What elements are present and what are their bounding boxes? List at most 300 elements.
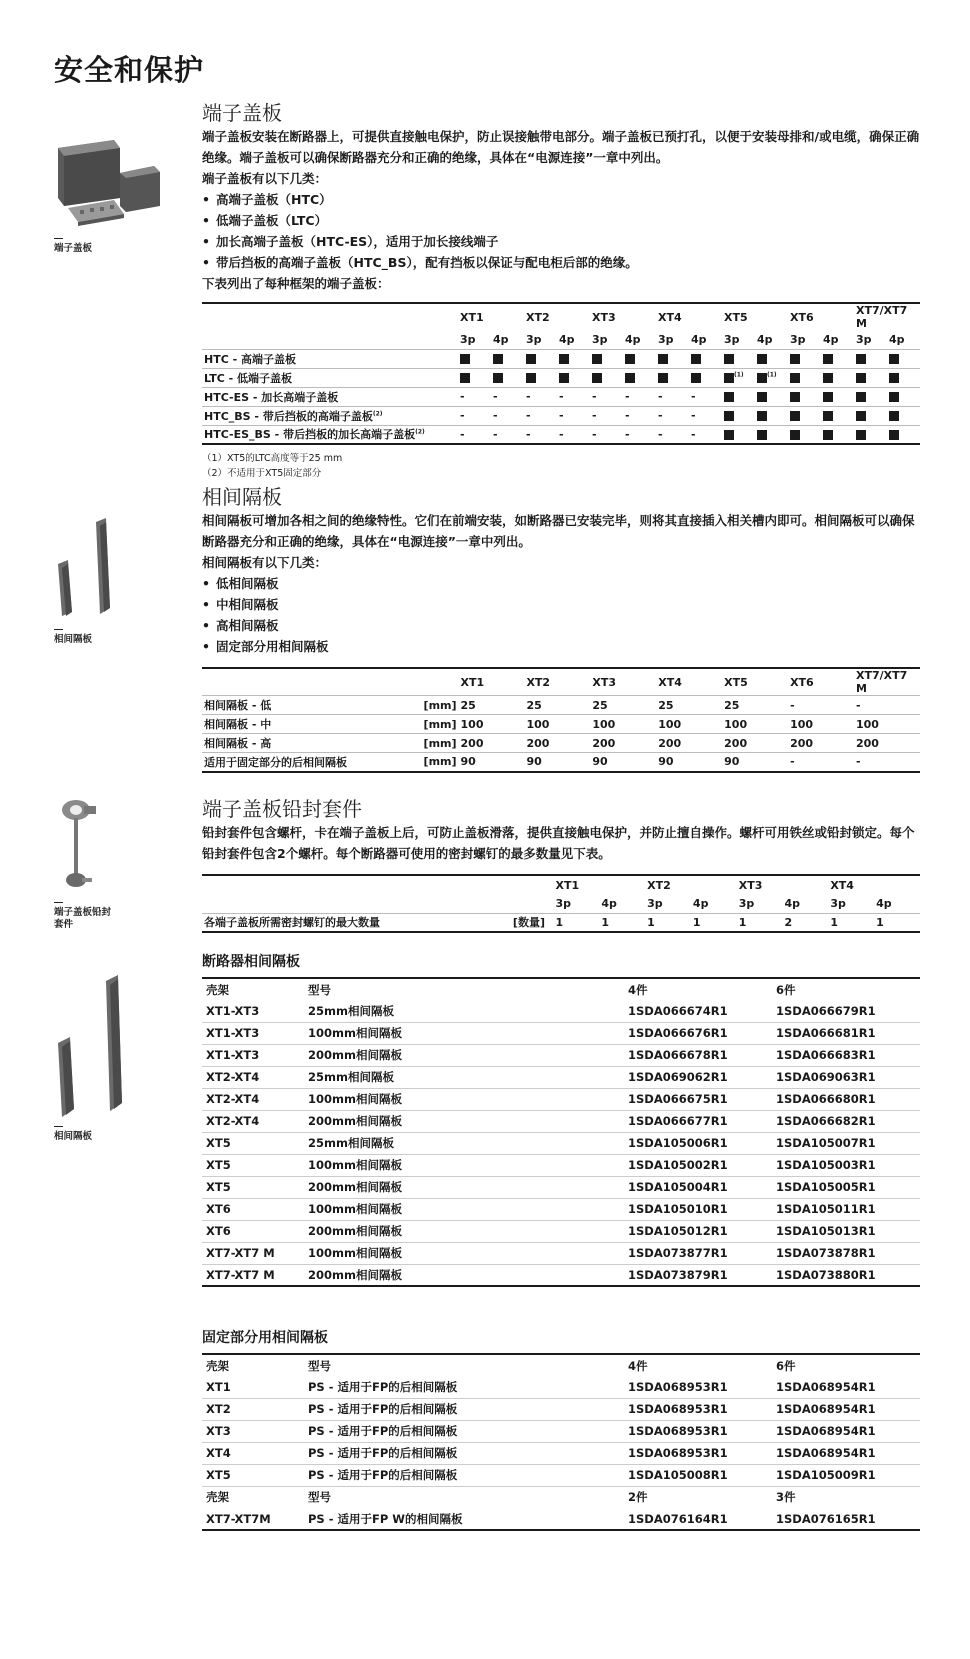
table-row bbox=[202, 734, 920, 753]
code-cell: 1SDA068954R1 bbox=[772, 1398, 920, 1420]
table-row bbox=[202, 1198, 920, 1220]
code-cell: 1SDA105013R1 bbox=[772, 1220, 920, 1242]
frame-header: XT7/XT7 M bbox=[855, 669, 908, 695]
code-cell: 1SDA068954R1 bbox=[772, 1376, 920, 1398]
available-mark-icon bbox=[757, 373, 767, 383]
table-row bbox=[202, 1242, 920, 1264]
frame-cell: XT5 bbox=[202, 1176, 304, 1198]
footnote: （1）XT5的LTC高度等于25 mm bbox=[202, 453, 343, 464]
availability-cell bbox=[458, 368, 491, 387]
code-cell: 1SDA066675R1 bbox=[624, 1088, 772, 1110]
availability-cell: - bbox=[557, 387, 590, 406]
availability-cell bbox=[755, 349, 788, 368]
available-mark-icon bbox=[592, 354, 602, 364]
model-cell: PS - 适用于FP W的相间隔板 bbox=[308, 1511, 463, 1526]
table-header-row bbox=[202, 1486, 920, 1508]
available-mark-icon bbox=[559, 354, 569, 364]
availability-cell bbox=[524, 349, 557, 368]
code-cell: 1SDA066681R1 bbox=[772, 1022, 920, 1044]
value-cell: 90 bbox=[722, 753, 788, 772]
pole-header: 3p bbox=[658, 332, 674, 346]
value-cell: 90 bbox=[524, 753, 590, 772]
col-header: 型号 bbox=[308, 982, 331, 997]
frame-header: XT5 bbox=[724, 310, 748, 324]
breaker-barriers-title: 断路器相间隔板 bbox=[202, 954, 300, 970]
available-mark-icon bbox=[658, 354, 668, 364]
value-cell: 1 bbox=[645, 913, 691, 932]
code-cell: 1SDA073880R1 bbox=[776, 1267, 876, 1282]
availability-cell: - bbox=[623, 406, 656, 425]
poles-row bbox=[202, 894, 920, 913]
list-item: • 低相间隔板 bbox=[202, 573, 920, 594]
seal-kit-table bbox=[202, 874, 920, 933]
pole-header: 3p bbox=[592, 332, 608, 346]
row-label: 相间隔板 - 高 bbox=[202, 734, 422, 753]
available-mark-icon bbox=[724, 430, 734, 440]
code-cell: 1SDA066680R1 bbox=[772, 1088, 920, 1110]
availability-cell: - bbox=[590, 387, 623, 406]
list-item: • 高相间隔板 bbox=[202, 615, 920, 636]
availability-cell bbox=[491, 349, 524, 368]
breaker-barriers-section bbox=[202, 951, 920, 1287]
row-unit: [mm] bbox=[422, 696, 459, 715]
code-cell: 1SDA105007R1 bbox=[772, 1132, 920, 1154]
code-cell: 1SDA105004R1 bbox=[624, 1176, 772, 1198]
pole-header: 3p bbox=[790, 332, 806, 346]
value-cell: 200 bbox=[722, 734, 788, 753]
frame-header: XT1 bbox=[460, 310, 484, 324]
availability-cell bbox=[821, 368, 854, 387]
value-cell: - bbox=[788, 753, 854, 772]
pole-header: 4p bbox=[889, 332, 905, 346]
frame-cell: XT3 bbox=[202, 1420, 304, 1442]
frame-header: XT4 bbox=[830, 878, 854, 892]
frame-cell: XT2-XT4 bbox=[202, 1088, 304, 1110]
availability-cell bbox=[788, 425, 821, 444]
pole-header: 4p bbox=[823, 332, 839, 346]
availability-cell bbox=[755, 387, 788, 406]
availability-cell bbox=[788, 368, 821, 387]
available-mark-icon bbox=[691, 373, 701, 383]
available-mark-icon bbox=[823, 430, 833, 440]
value-cell: 1 bbox=[599, 913, 645, 932]
frame-cell: XT1-XT3 bbox=[202, 1044, 304, 1066]
frame-cell: XT7-XT7 M bbox=[206, 1267, 275, 1282]
col-header: 型号 bbox=[308, 1358, 331, 1373]
fixed-barriers-section bbox=[202, 1327, 920, 1531]
code-cell: 1SDA066682R1 bbox=[772, 1110, 920, 1132]
col-header: 型号 bbox=[308, 1490, 331, 1505]
code-cell: 1SDA068953R1 bbox=[624, 1398, 772, 1420]
availability-cell bbox=[557, 349, 590, 368]
availability-cell bbox=[590, 368, 623, 387]
frame-header: XT1 bbox=[460, 675, 485, 689]
seal-kit-image bbox=[54, 796, 114, 896]
frame-header: XT4 bbox=[658, 675, 682, 689]
frame-cell: XT7-XT7 M bbox=[202, 1242, 304, 1264]
availability-cell: - bbox=[656, 406, 689, 425]
availability-cell: - bbox=[689, 387, 722, 406]
value-cell: 200 bbox=[590, 734, 656, 753]
terminal-covers-para2: 端子盖板有以下几类： bbox=[202, 171, 328, 186]
value-cell: 1 bbox=[554, 913, 600, 932]
availability-cell: - bbox=[524, 406, 557, 425]
available-mark-icon bbox=[889, 354, 899, 364]
frame-cell: XT5 bbox=[202, 1132, 304, 1154]
availability-cell: - bbox=[491, 406, 524, 425]
footnote-ref: (1) bbox=[767, 371, 777, 379]
available-mark-icon bbox=[856, 373, 866, 383]
footnote-ref: (2) bbox=[372, 409, 383, 417]
col-header: 壳架 bbox=[206, 1358, 229, 1373]
availability-cell bbox=[722, 387, 755, 406]
table-row bbox=[202, 1264, 920, 1286]
table-row bbox=[202, 1132, 920, 1154]
value-cell: 25 bbox=[590, 696, 656, 715]
table-row bbox=[202, 753, 920, 772]
model-cell: 100mm相间隔板 bbox=[304, 1198, 624, 1220]
model-cell: PS - 适用于FP的后相间隔板 bbox=[304, 1398, 624, 1420]
table-row bbox=[202, 1442, 920, 1464]
footnote: （2）不适用于XT5固定部分 bbox=[202, 468, 322, 479]
pole-header: 3p bbox=[856, 332, 872, 346]
code-cell: 1SDA076165R1 bbox=[776, 1511, 876, 1526]
value-cell: 100 bbox=[590, 715, 656, 734]
availability-cell bbox=[821, 406, 854, 425]
table-row bbox=[202, 715, 920, 734]
code-cell: 1SDA069063R1 bbox=[772, 1066, 920, 1088]
frame-header: XT2 bbox=[526, 675, 551, 689]
table-row bbox=[202, 368, 920, 387]
model-cell: 100mm相间隔板 bbox=[304, 1242, 624, 1264]
model-cell: 25mm相间隔板 bbox=[304, 1066, 624, 1088]
availability-cell: - bbox=[656, 425, 689, 444]
row-label: HTC-ES - 加长高端子盖板 bbox=[202, 387, 458, 406]
table-row bbox=[202, 1376, 920, 1398]
value-cell: 1 bbox=[874, 913, 920, 932]
value-cell: - bbox=[788, 696, 854, 715]
row-label: 适用于固定部分的后相间隔板 bbox=[202, 753, 422, 772]
pole-header: 3p bbox=[647, 896, 663, 910]
availability-cell bbox=[854, 425, 887, 444]
value-cell: 25 bbox=[459, 696, 525, 715]
pole-header: 3p bbox=[555, 896, 572, 910]
table-row bbox=[202, 1044, 920, 1066]
value-cell: 100 bbox=[524, 715, 590, 734]
code-cell: 1SDA066677R1 bbox=[624, 1110, 772, 1132]
availability-cell bbox=[590, 349, 623, 368]
seal-kit-title: 端子盖板铅封套件 bbox=[202, 797, 362, 821]
availability-cell: - bbox=[656, 387, 689, 406]
value-cell: 200 bbox=[524, 734, 590, 753]
frame-header: XT1 bbox=[555, 878, 580, 892]
code-cell: 1SDA066678R1 bbox=[624, 1044, 772, 1066]
availability-cell bbox=[458, 349, 491, 368]
frame-header: XT2 bbox=[526, 310, 550, 324]
model-cell: 200mm相间隔板 bbox=[304, 1176, 624, 1198]
availability-cell: - bbox=[689, 406, 722, 425]
table-row bbox=[202, 1022, 920, 1044]
availability-cell bbox=[854, 406, 887, 425]
row-label: 相间隔板 - 低 bbox=[202, 696, 422, 715]
available-mark-icon bbox=[757, 392, 767, 402]
model-cell: 25mm相间隔板 bbox=[304, 1000, 624, 1022]
available-mark-icon bbox=[724, 411, 734, 421]
breaker-barriers-table bbox=[202, 977, 920, 1287]
availability-cell bbox=[689, 349, 722, 368]
code-cell: 1SDA073877R1 bbox=[624, 1242, 772, 1264]
table-row bbox=[202, 349, 920, 368]
available-mark-icon bbox=[559, 373, 569, 383]
model-cell: 100mm相间隔板 bbox=[304, 1088, 624, 1110]
list-item: • 加长高端子盖板（HTC-ES），适用于加长接线端子 bbox=[202, 231, 920, 252]
poles-row bbox=[202, 330, 920, 349]
available-mark-icon bbox=[460, 354, 470, 364]
frame-header: XT2 bbox=[647, 878, 671, 892]
col-header: 壳架 bbox=[206, 982, 229, 997]
table-row bbox=[202, 425, 920, 444]
table-row bbox=[202, 387, 920, 406]
model-cell: 100mm相间隔板 bbox=[304, 1154, 624, 1176]
terminal-covers-bullets bbox=[202, 189, 920, 273]
code-cell: 1SDA105012R1 bbox=[624, 1220, 772, 1242]
frame-header: XT5 bbox=[724, 675, 748, 689]
frame-cell: XT4 bbox=[202, 1442, 304, 1464]
row-label: LTC - 低端子盖板 bbox=[202, 368, 458, 387]
availability-cell bbox=[755, 406, 788, 425]
value-cell: 200 bbox=[459, 734, 525, 753]
frame-cell: XT2 bbox=[202, 1398, 304, 1420]
code-cell: 1SDA105010R1 bbox=[624, 1198, 772, 1220]
availability-cell: - bbox=[458, 425, 491, 444]
availability-cell bbox=[821, 425, 854, 444]
availability-cell bbox=[887, 349, 920, 368]
row-unit: [mm] bbox=[422, 753, 459, 772]
row-label: HTC - 高端子盖板 bbox=[202, 349, 458, 368]
availability-cell bbox=[524, 368, 557, 387]
frame-cell: XT7-XT7M bbox=[206, 1511, 271, 1526]
value-cell: 100 bbox=[854, 715, 920, 734]
value-cell: 100 bbox=[722, 715, 788, 734]
availability-cell bbox=[887, 425, 920, 444]
available-mark-icon bbox=[856, 430, 866, 440]
value-cell: 90 bbox=[590, 753, 656, 772]
available-mark-icon bbox=[823, 373, 833, 383]
table-row bbox=[202, 1508, 920, 1530]
row-label: 相间隔板 - 中 bbox=[202, 715, 422, 734]
availability-cell bbox=[887, 406, 920, 425]
frame-cell: XT6 bbox=[202, 1220, 304, 1242]
phase-barriers-section bbox=[202, 484, 920, 773]
available-mark-icon bbox=[889, 430, 899, 440]
table-row bbox=[202, 696, 920, 715]
col-header: 4件 bbox=[628, 1358, 648, 1373]
available-mark-icon bbox=[757, 430, 767, 440]
phase-barrier-image bbox=[54, 518, 134, 618]
availability-cell: - bbox=[689, 425, 722, 444]
terminal-covers-title: 端子盖板 bbox=[202, 101, 282, 125]
available-mark-icon bbox=[526, 373, 536, 383]
code-cell: 1SDA068953R1 bbox=[624, 1442, 772, 1464]
available-mark-icon bbox=[460, 373, 470, 383]
frame-cell: XT5 bbox=[206, 1468, 231, 1482]
availability-cell bbox=[656, 349, 689, 368]
availability-cell bbox=[722, 425, 755, 444]
availability-cell: - bbox=[590, 406, 623, 425]
row-unit: [数量] bbox=[511, 913, 554, 932]
available-mark-icon bbox=[724, 354, 734, 364]
value-cell: 100 bbox=[459, 715, 525, 734]
phase-barriers-para1: 相间隔板可增加各相之间的绝缘特性。它们在前端安装，如断路器已安装完毕，则将其直接插入相关槽内即可。相间隔板可以确保断路器充分和正确的绝缘，具体在“电源连接”一章中列出。 bbox=[202, 513, 915, 549]
availability-cell bbox=[854, 387, 887, 406]
code-cell: 1SDA068954R1 bbox=[772, 1442, 920, 1464]
value-cell: 200 bbox=[854, 734, 920, 753]
table-row bbox=[202, 1176, 920, 1198]
frame-cell: XT2-XT4 bbox=[202, 1110, 304, 1132]
availability-cell: - bbox=[524, 387, 557, 406]
available-mark-icon bbox=[790, 411, 800, 421]
availability-cell bbox=[854, 349, 887, 368]
col-header: 壳架 bbox=[206, 1490, 229, 1505]
value-cell: 90 bbox=[459, 753, 525, 772]
availability-cell bbox=[656, 368, 689, 387]
availability-cell bbox=[623, 368, 656, 387]
pole-header: 3p bbox=[724, 332, 740, 346]
page-title: 安全和保护 bbox=[54, 53, 205, 87]
available-mark-icon bbox=[823, 411, 833, 421]
frame-header: XT3 bbox=[738, 878, 763, 892]
terminal-covers-footnotes bbox=[202, 451, 920, 481]
terminal-covers-para1: 端子盖板安装在断路器上，可提供直接触电保护，防止误接触带电部分。端子盖板已预打孔，以便于安装母排和/或电缆，确保正确绝缘。端子盖板可以确保断路器充分和正确的绝缘，具体在“电源连接”一章中列出。 bbox=[202, 129, 920, 165]
model-cell: 200mm相间隔板 bbox=[304, 1220, 624, 1242]
available-mark-icon bbox=[757, 354, 767, 364]
terminal-cover-caption: 端子盖板 bbox=[54, 238, 92, 255]
available-mark-icon bbox=[724, 373, 734, 383]
availability-cell bbox=[821, 349, 854, 368]
frame-header: XT3 bbox=[592, 310, 616, 324]
value-cell: 100 bbox=[788, 715, 854, 734]
code-cell: 1SDA105003R1 bbox=[772, 1154, 920, 1176]
terminal-cover-image bbox=[54, 128, 164, 228]
row-unit: [mm] bbox=[422, 715, 459, 734]
table-row bbox=[202, 1000, 920, 1022]
pole-header: 4p bbox=[757, 332, 773, 346]
available-mark-icon bbox=[625, 373, 635, 383]
available-mark-icon bbox=[856, 392, 866, 402]
frame-header: XT3 bbox=[592, 675, 616, 689]
availability-cell: - bbox=[590, 425, 623, 444]
pole-header: 4p bbox=[493, 332, 509, 346]
row-label: 各端子盖板所需密封螺钉的最大数量 bbox=[202, 913, 511, 932]
availability-cell bbox=[491, 368, 524, 387]
table-row bbox=[202, 406, 920, 425]
frame-header: XT7/XT7 M bbox=[856, 304, 908, 330]
table-row bbox=[202, 1066, 920, 1088]
value-cell: - bbox=[854, 696, 920, 715]
value-cell: 25 bbox=[524, 696, 590, 715]
fixed-barriers-table bbox=[202, 1353, 920, 1531]
table-row bbox=[202, 1088, 920, 1110]
terminal-covers-section bbox=[202, 100, 920, 481]
availability-cell: - bbox=[458, 387, 491, 406]
model-cell: 200mm相间隔板 bbox=[308, 1267, 402, 1282]
model-cell: PS - 适用于FP的后相间隔板 bbox=[304, 1420, 624, 1442]
list-item: • 高端子盖板（HTC） bbox=[202, 189, 920, 210]
available-mark-icon bbox=[889, 392, 899, 402]
value-cell: 200 bbox=[788, 734, 854, 753]
pole-header: 4p bbox=[691, 332, 707, 346]
col-header: 3件 bbox=[776, 1490, 796, 1505]
code-cell: 1SDA068953R1 bbox=[624, 1376, 772, 1398]
frame-header: XT6 bbox=[790, 310, 814, 324]
available-mark-icon bbox=[790, 392, 800, 402]
value-cell: 1 bbox=[828, 913, 874, 932]
availability-cell bbox=[788, 406, 821, 425]
code-cell: 1SDA068953R1 bbox=[624, 1420, 772, 1442]
col-header: 6件 bbox=[776, 982, 796, 997]
list-item: • 低端子盖板（LTC） bbox=[202, 210, 920, 231]
model-cell: PS - 适用于FP的后相间隔板 bbox=[304, 1376, 624, 1398]
available-mark-icon bbox=[823, 354, 833, 364]
availability-cell: - bbox=[458, 406, 491, 425]
value-cell: 1 bbox=[691, 913, 737, 932]
table-header-row bbox=[202, 978, 920, 1000]
pole-header: 4p bbox=[559, 332, 575, 346]
phase-barriers-para2: 相间隔板有以下几类： bbox=[202, 555, 328, 570]
col-header: 4件 bbox=[628, 982, 648, 997]
available-mark-icon bbox=[724, 392, 734, 402]
availability-cell: - bbox=[623, 387, 656, 406]
model-cell: 200mm相间隔板 bbox=[304, 1044, 624, 1066]
phase-barrier-order-caption: 相间隔板 bbox=[54, 1126, 92, 1143]
availability-cell bbox=[755, 425, 788, 444]
phase-barrier-caption: 相间隔板 bbox=[54, 629, 92, 646]
table-row bbox=[202, 1464, 920, 1486]
availability-cell bbox=[623, 349, 656, 368]
code-cell: 1SDA105008R1 bbox=[628, 1468, 728, 1482]
seal-kit-section bbox=[202, 796, 920, 933]
model-cell: 100mm相间隔板 bbox=[304, 1022, 624, 1044]
available-mark-icon bbox=[691, 354, 701, 364]
code-cell: 1SDA105002R1 bbox=[624, 1154, 772, 1176]
availability-cell bbox=[722, 368, 755, 387]
model-cell: 200mm相间隔板 bbox=[304, 1110, 624, 1132]
availability-cell bbox=[557, 368, 590, 387]
code-cell: 1SDA105005R1 bbox=[772, 1176, 920, 1198]
code-cell: 1SDA066683R1 bbox=[772, 1044, 920, 1066]
pole-header: 4p bbox=[784, 896, 801, 910]
available-mark-icon bbox=[625, 354, 635, 364]
footnote-ref: (1) bbox=[734, 371, 744, 379]
code-cell: 1SDA073879R1 bbox=[628, 1267, 728, 1282]
pole-header: 4p bbox=[692, 896, 709, 910]
code-cell: 1SDA068954R1 bbox=[772, 1420, 920, 1442]
availability-cell bbox=[887, 368, 920, 387]
available-mark-icon bbox=[790, 354, 800, 364]
table-row bbox=[202, 913, 920, 932]
table-header-row bbox=[202, 1354, 920, 1376]
col-header: 2件 bbox=[628, 1490, 648, 1505]
value-cell: 25 bbox=[656, 696, 722, 715]
availability-cell bbox=[788, 349, 821, 368]
table-row bbox=[202, 1398, 920, 1420]
available-mark-icon bbox=[823, 392, 833, 402]
availability-cell: - bbox=[491, 387, 524, 406]
phase-barrier-order-image bbox=[54, 975, 144, 1120]
available-mark-icon bbox=[856, 354, 866, 364]
availability-cell bbox=[854, 368, 887, 387]
phase-barriers-bullets bbox=[202, 573, 920, 657]
